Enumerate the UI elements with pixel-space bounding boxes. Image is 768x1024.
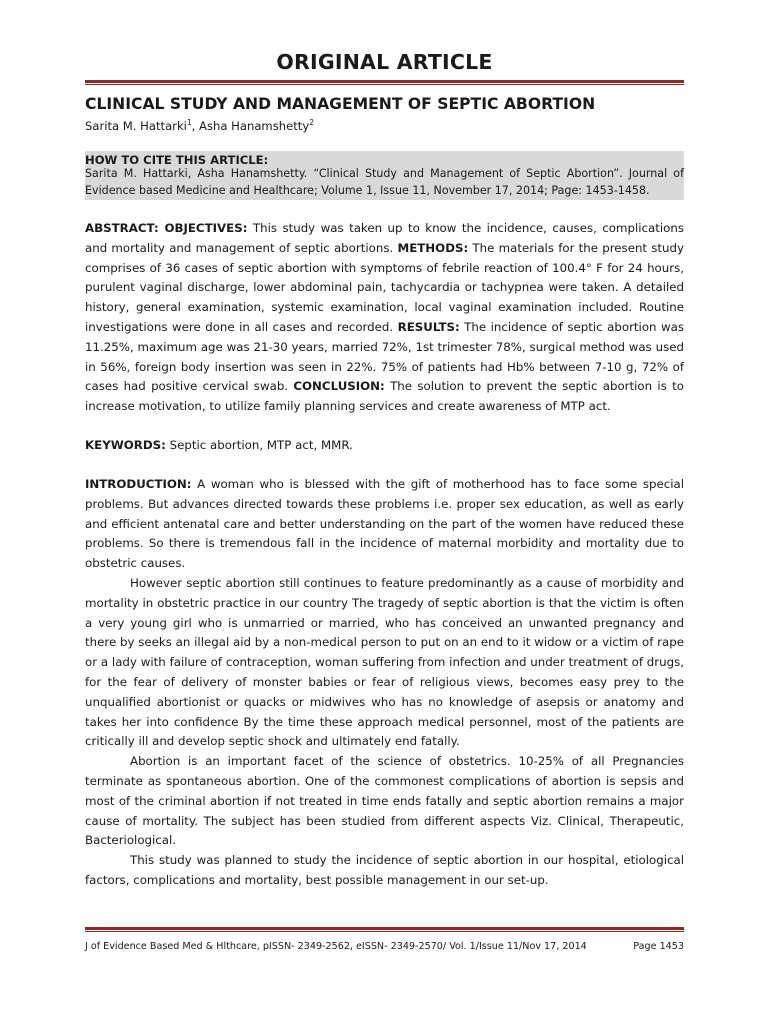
author-2: Asha Hanamshetty <box>199 119 310 133</box>
intro-paragraph-2: However septic abortion still continues to feature predominantly as a cause of morbidity and mortality in obstetric practice in our country The tragedy of septic abortion is that the victim is often a very young girl who is unmarried or married, who has conceived an unwanted pregnancy and there by seeks an illegal aid by a non-medical person to put on an end to it widow or a victim of rape or a lady with failure of contraception, woman suffering from infection and under treatment of drugs, for the fear of delivery of monster babies or fear of religious views, becomes easy prey to the unqualified abortionist or quacks or midwives who has no knowledge of asepsis or anatomy and takes her into confidence By the time these approach medical personnel, most of the patients are critically ill and develop septic shock and ultimately end fatally. <box>85 575 684 749</box>
author-1: Sarita M. Hattarki <box>85 119 187 133</box>
introduction-section <box>85 475 684 891</box>
introduction-label: INTRODUCTION: <box>85 477 192 491</box>
abstract-results-label: RESULTS: <box>397 319 460 334</box>
author-separator: , <box>191 119 200 133</box>
abstract-conclusion: The solution to prevent the septic abortion is to increase motivation, to utilize family planning services and create awareness of MTP act. <box>85 379 684 414</box>
footer-page-number: Page 1453 <box>633 941 684 952</box>
abstract-results: The incidence of septic abortion was 11.25%, maximum age was 21-30 years, married 72%, 1st trimester 78%, surgical method was used in 56%, foreign body insertion was seen in 22%. 75% of patients had Hb% between 7-10 g, 72% of cases had positive cervical swab. <box>85 319 685 394</box>
abstract-methods-label: METHODS: <box>397 240 469 255</box>
intro-paragraph-3: Abortion is an important facet of the science of obstetrics. 10-25% of all Pregnancies terminate as spontaneous abortion. One of the commonest complications of abortion is sepsis and most of the criminal abortion if not treated in time ends fatally and septic abortion remains a major cause of mortality. The subject has been studied from different aspects Viz. Clinical, Therapeutic, Bacteriological. <box>85 754 684 848</box>
abstract-conclusion-label: CONCLUSION: <box>293 379 385 394</box>
abstract-methods: The materials for the present study comprises of 36 cases of septic abortion with symptoms of febrile reaction of 100.4° F for 24 hours, purulent vaginal discharge, lower abdominal pain, tachycardia or tachypnea were taken. A detailed history, general examination, systemic examination, local vaginal examination included. Routine investigations were done in all cases and recorded. <box>85 240 684 334</box>
author-1-affiliation: 1 <box>186 118 192 127</box>
page-footer <box>85 940 684 954</box>
intro-paragraph-1-text: A woman who is blessed with the gift of motherhood has to face some special problems. But advances directed towards these problems i.e. proper sex education, as well as early and efficient antenatal care and better understanding on the part of the women have reduced these problems. So there is tremendous fall in the incidence of maternal morbidity and mortality due to obstetric causes. <box>85 477 684 571</box>
author-line <box>85 115 684 134</box>
keywords <box>85 436 684 456</box>
intro-paragraph-4: This study was planned to study the incidence of septic abortion in our hospital, etiological factors, complications and mortality, best possible management in our set-up. <box>85 853 684 887</box>
abstract-objectives-label: ABSTRACT: OBJECTIVES: <box>85 221 248 235</box>
bottom-divider <box>85 927 684 932</box>
article-type-heading: ORIGINAL ARTICLE <box>276 50 493 74</box>
article-title: CLINICAL STUDY AND MANAGEMENT OF SEPTIC ABORTION <box>85 95 596 113</box>
intro-paragraph-1 <box>85 475 684 574</box>
top-divider <box>85 80 684 85</box>
citation-box <box>85 151 684 200</box>
abstract-objectives: This study was taken up to know the incidence, causes, complications and mortality and management of septic abortions. <box>85 221 684 255</box>
footer-journal-info: J of Evidence Based Med & Hlthcare, pISSN- 2349-2562, eISSN- 2349-2570/ Vol. 1/Issue 11/Nov 17, 2014 <box>85 941 587 952</box>
citation-text: Sarita M. Hattarki, Asha Hanamshetty. “Clinical Study and Management of Septic Abortion”. Journal of Evidence based Medicine and Healthcare; Volume 1, Issue 11, November 17, 2014; Page: 1453-1458. <box>85 167 684 197</box>
abstract <box>85 219 684 417</box>
keywords-label: KEYWORDS: <box>85 438 166 452</box>
author-2-affiliation: 2 <box>309 118 314 127</box>
citation-heading: HOW TO CITE THIS ARTICLE: <box>85 153 269 167</box>
keywords-text: Septic abortion, MTP act, MMR. <box>165 438 353 452</box>
